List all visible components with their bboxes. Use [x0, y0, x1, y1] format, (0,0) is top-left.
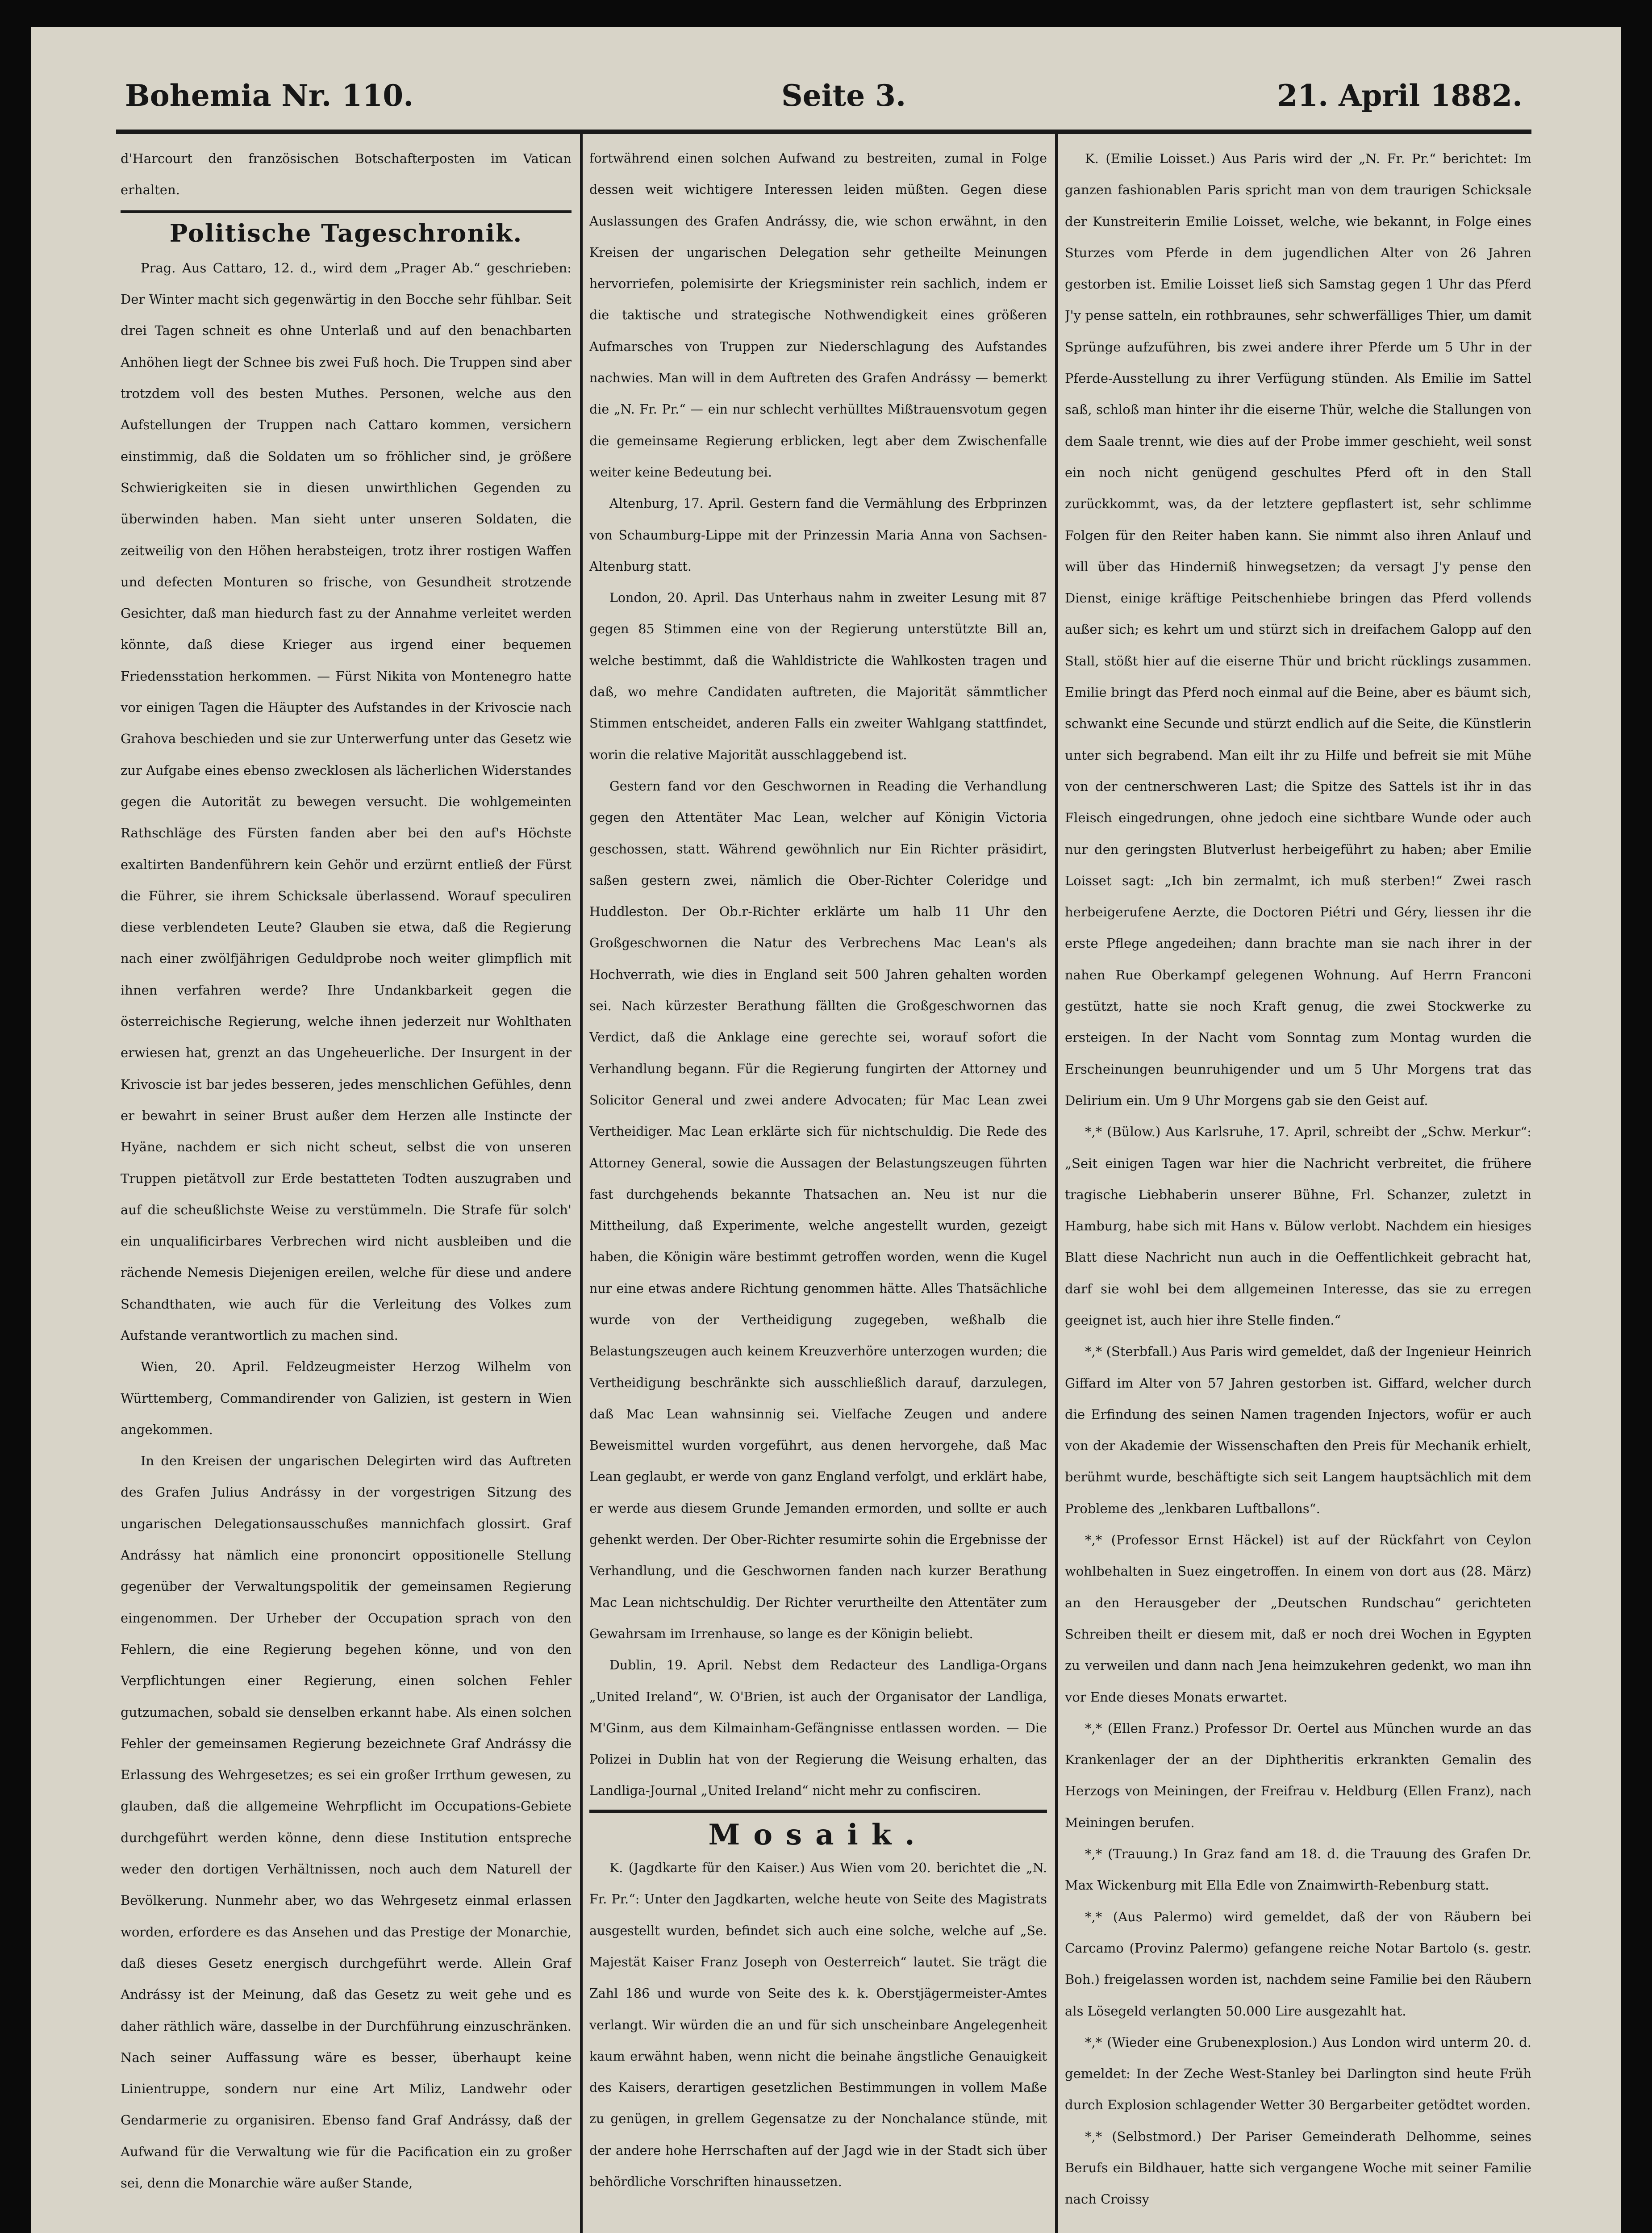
masthead-page: Seite 3. — [781, 78, 906, 113]
article-buelow: *,* (Bülow.) Aus Karlsruhe, 17. April, schreibt der „Schw. Merkur“: „Seit einigen Tagen war hier die Nachricht verbreitet, die frühere tragische Liebhaberin unserer Bühne, Frl. Schanzer, zuletzt in Hamburg, habe sich mit Hans v. Bülow verlobt. Nachdem ein hiesiges Blatt diese Nachricht nun auch in die Oeffentlichkeit gebracht hat, darf sie wohl bei dem allgemeinen Interesse, das sie zu erregen geeignet ist, auch hier ihre Stelle finden.“ — [1065, 1124, 1531, 1328]
column-2 — [589, 143, 1047, 2233]
article-altenburg: Altenburg, 17. April. Gestern fand die Vermählung des Erbprinzen von Schaumburg-Lippe mit der Prinzessin Maria Anna von Sachsen-Altenburg statt. — [589, 496, 1047, 574]
article-wien: Wien, 20. April. Feldzeugmeister Herzog Wilhelm von Württemberg, Commandirender von Galizien, ist gestern in Wien angekommen. — [121, 1359, 572, 1437]
masthead-rule — [116, 130, 1531, 134]
article-haeckel: *,* (Professor Ernst Häckel) ist auf der Rückfahrt von Ceylon wohlbehalten in Suez eingetroffen. In einem von dort aus (28. März) an den Herausgeber der „Deutschen Rundschau“ gerichteten Schreiben theilt er diesem mit, daß er noch drei Wochen in Egypten zu verweilen und dann nach Jena heimzukehren gedenkt, wo man ihn vor Ende dieses Monats erwartet. — [1065, 1532, 1531, 1705]
newspaper-page — [31, 27, 1621, 2233]
section-rule — [121, 210, 572, 213]
article-continuation: d'Harcourt den französischen Botschafterposten im Vatican erhalten. — [121, 151, 572, 198]
masthead-date: 21. April 1882. — [1277, 78, 1523, 113]
article-palermo: *,* (Aus Palermo) wird gemeldet, daß der von Räubern bei Carcamo (Provinz Palermo) gefangene reiche Notar Bartolo (s. gestr. Boh.) freigelassen worden ist, nachdem seine Familie bei den Räubern als Lösegeld verlangten 50.000 Lire ausgezahlt hat. — [1065, 1909, 1531, 2019]
article-maclean: Gestern fand vor den Geschwornen in Reading die Verhandlung gegen den Attentäter Mac Lean, welcher auf Königin Victoria geschossen, statt. Während gewöhnlich nur Ein Richter präsidirt, saßen gestern zwei, nämlich die Ober-Richter Coleridge und Huddleston. Der Ob.r-Richter erklärte um halb 11 Uhr den Großgeschwornen die Natur des Verbrechens Mac Lean's als Hochverrath, wie dies in England seit 500 Jahren gehalten worden sei. Nach kürzester Berathung fällten die Großgeschwornen das Verdict, daß die Anklage eine gerechte sei, worauf sofort die Verhandlung begann. Für die Regierung fungirten der Attorney und Solicitor General und zwei andere Advocaten; für Mac Lean zwei Vertheidiger. Mac Lean erklärte sich für nichtschuldig. Die Rede des Attorney General, sowie die Aussagen der Belastungszeugen führten fast durchgehends bekannte Thatsachen an. Neu ist nur die Mittheilung, daß Experimente, welche angestellt wurden, gezeigt haben, die Königin wäre bestimmt getroffen worden, wenn die Kugel nur eine etwas andere Richtung genommen hätte. Alles Thatsächliche wurde von der Vertheidigung zugegeben, weßhalb die Belastungszeugen auch keinem Kreuzverhöre unterzogen wurden; die Vertheidigung beschränkte sich ausschließlich darauf, darzulegen, daß Mac Lean wahnsinnig sei. Vielfache Zeugen und andere Beweismittel wurden vorgeführt, aus denen hervorgehe, daß Mac Lean geglaubt, er werde von ganz England verfolgt, und erklärt habe, er werde aus diesem Grunde Jemanden ermorden, und sollte er auch gehenkt werden. Der Ober-Richter resumirte sohin die Ergebnisse der Verhandlung, und die Geschwornen fanden nach kurzer Berathung Mac Lean nichtschuldig. Der Richter verurtheilte den Attentäter zum Gewahrsam im Irrenhause, so lange es der Königin beliebt. — [589, 778, 1047, 1641]
article-grubenexplosion: *,* (Wieder eine Grubenexplosion.) Aus London wird unterm 20. d. gemeldet: In der Zeche West-Stanley bei Darlington sind heute Früh durch Explosion schlagender Wetter 30 Bergarbeiter getödtet worden. — [1065, 2034, 1531, 2113]
column-divider-1 — [580, 134, 583, 2233]
masthead-issue: Bohemia Nr. 110. — [125, 78, 414, 113]
section-heading-mosaik: Mosaik. — [708, 1818, 928, 1852]
article-jagdkarte: K. (Jagdkarte für den Kaiser.) Aus Wien vom 20. berichtet die „N. Fr. Pr.“: Unter den Jagdkarten, welche heute von Seite des Magistrats ausgestellt wurden, befindet sich auch eine solche, welche auf „Se. Majestät Kaiser Franz Joseph von Oesterreich“ lautet. Sie trägt die Zahl 186 und wurde von Seite des k. k. Oberstjägermeister-Amtes verlangt. Wir würden die an und für sich unscheinbare Angelegenheit kaum erwähnt haben, wenn nicht die beinahe ängstliche Genauigkeit des Kaisers, derartigen gesetzlichen Bestimmungen in vollem Maße zu genügen, in grellem Gegensatze zu der Nonchalance stünde, mit der andere hohe Herrschaften auf der Jagd wie in der Stadt sich über behördliche Vorschriften hinaussetzen. — [589, 1861, 1047, 2189]
article-selbstmord: *,* (Selbstmord.) Der Pariser Gemeinderath Delhomme, seines Berufs ein Bildhauer, hatte sich vergangene Woche mit seiner Familie nach Croissy — [1065, 2128, 1531, 2207]
section-heading-tageschronik: Politische Tageschronik. — [169, 218, 523, 247]
article-sterbfall: *,* (Sterbfall.) Aus Paris wird gemeldet, daß der Ingenieur Heinrich Giffard im Alter von 57 Jahren gestorben ist. Giffard, welcher durch die Erfindung des seinen Namen tragenden Injectors, wofür er auch von der Akademie der Wissenschaften den Preis für Mechanik erhielt, berühmt wurde, beschäftigte sich seit Langem hauptsächlich mit dem Probleme des „lenkbaren Luftballons“. — [1065, 1344, 1531, 1516]
column-3 — [1065, 143, 1531, 2233]
section-rule-mosaik — [589, 1810, 1047, 1813]
masthead — [125, 69, 1523, 127]
article-ellen-franz: *,* (Ellen Franz.) Professor Dr. Oertel aus München wurde an das Krankenlager der an der Diphtheritis erkrankten Gemalin des Herzogs von Meiningen, der Freifrau v. Heldburg (Ellen Franz), nach Meiningen berufen. — [1065, 1720, 1531, 1830]
article-prag: Prag. Aus Cattaro, 12. d., wird dem „Prager Ab.“ geschrieben: Der Winter macht sich gegenwärtig in den Bocche sehr fühlbar. Seit drei Tagen schneit es ohne Unterlaß und auf den benachbarten Anhöhen liegt der Schnee bis zwei Fuß hoch. Die Truppen sind aber trotzdem voll des besten Muthes. Personen, welche aus den Aufstellungen der Truppen nach Cattaro kommen, versichern einstimmig, daß die Soldaten um so fröhlicher sind, je größere Schwierigkeiten sie in diesen unwirthlichen Gegenden zu überwinden haben. Man sieht unter unseren Soldaten, die zeitweilig von den Höhen herabsteigen, trotz ihrer rostigen Waffen und defecten Monturen so frische, von Gesundheit strotzende Gesichter, daß man hiedurch fast zu der Annahme verleitet werden könnte, daß diese Krieger aus irgend einer bequemen Friedensstation herkommen. — Fürst Nikita von Montenegro hatte vor einigen Tagen die Häupter des Aufstandes in der Krivoscie nach Grahova beschieden und sie zur Unterwerfung unter das Gesetz wie zur Aufgabe eines ebenso zwecklosen als lächerlichen Widerstandes gegen die Autorität zu bewegen versucht. Die wohlgemeinten Rathschläge des Fürsten fanden aber bei den auf's Höchste exaltirten Bandenführern kein Gehör und erzürnt entließ der Fürst die Führer, sie ihrem Schicksale überlassend. Worauf speculiren diese verblendeten Leute? Glauben sie etwa, daß die Regierung nach einer zwölfjährigen Geduldprobe noch weiter glimpflich mit ihnen verfahren werde? Ihre Undankbarkeit gegen die österreichische Regierung, welche ihnen jederzeit nur Wohlthaten erwiesen hat, grenzt an das Ungeheuerliche. Der Insurgent in der Krivoscie ist bar jedes besseren, jedes menschlichen Gefühles, denn er bewahrt in seiner Brust außer dem Herzen alle Instincte der Hyäne, nachdem er sich nicht scheut, selbst die von unseren Truppen pietätvoll zur Erde bestatteten Todten auszugraben und auf die scheußlichste Weise zu verstümmeln. Die Strafe für solch' ein unqualificirbares Verbrechen wird nicht ausbleiben und die rächende Nemesis Diejenigen ereilen, welche für diese und andere Schandthaten, wie auch für die Verleitung des Volkes zum Aufstande verantwortlich zu machen sind. — [121, 260, 572, 1343]
article-trauung: *,* (Trauung.) In Graz fand am 18. d. die Trauung des Grafen Dr. Max Wickenburg mit Ella Edle von Znaimwirth-Rebenburg statt. — [1065, 1846, 1531, 1893]
column-1 — [121, 143, 572, 2233]
article-loisset: K. (Emilie Loisset.) Aus Paris wird der „N. Fr. Pr.“ berichtet: Im ganzen fashionablen Paris spricht man von dem traurigen Schicksale der Kunstreiterin Emilie Loisset, welche, wie bekannt, in Folge eines Sturzes vom Pferde in dem jugendlichen Alter von 26 Jahren gestorben ist. Emilie Loisset ließ sich Samstag gegen 1 Uhr das Pferd J'y pense satteln, ein rothbraunes, sehr schwerfälliges Thier, um damit Sprünge aufzuführen, bis zwei andere ihrer Pferde um 5 Uhr in der Pferde-Ausstellung zu ihrer Verfügung stünden. Als Emilie im Sattel saß, schloß man hinter ihr die eiserne Thür, welche die Stallungen von dem Saale trennt, wie dies auf der Probe immer geschieht, weil sonst ein noch nicht genügend geschultes Pferd oft in den Stall zurückkommt, was, da der letztere gepflastert ist, sehr schlimme Folgen für den Reiter haben kann. Sie nimmt also ihren Anlauf und will über das Hinderniß hinwegsetzen; da versagt J'y pense den Dienst, einige kräftige Peitschenhiebe bringen das Pferd vollends außer sich; es kehrt um und stürzt sich in dreifachem Galopp auf den Stall, stößt hier auf die eiserne Thür und bricht rücklings zusammen. Emilie bringt das Pferd noch einmal auf die Beine, aber es bäumt sich, schwankt eine Secunde und stürzt endlich auf die Seite, die Künstlerin unter sich begrabend. Man eilt ihr zu Hilfe und befreit sie mit Mühe von der centnerschweren Last; die Spitze des Sattels ist ihr in das Fleisch eingedrungen, ohne jedoch eine sichtbare Wunde oder auch nur den geringsten Blutverlust herbeigeführt zu haben; aber Emilie Loisset sagt: „Ich bin zermalmt, ich muß sterben!“ Zwei rasch herbeigerufene Aerzte, die Doctoren Piétri und Géry, liessen ihr die erste Pflege angedeihen; dann brachte man sie nach ihrer in der nahen Rue Oberkampf gelegenen Wohnung. Auf Herrn Franconi gestützt, hatte sie noch Kraft genug, die zwei Stockwerke zu ersteigen. In der Nacht vom Sonntag zum Montag wurden die Erscheinungen beunruhigender und um 5 Uhr Morgens trat das Delirium ein. Um 9 Uhr Morgens gab sie den Geist auf. — [1065, 151, 1531, 1108]
article-andrassy: In den Kreisen der ungarischen Delegirten wird das Auftreten des Grafen Julius Andrássy in der vorgestrigen Sitzung des ungarischen Delegationsausschußes mannichfach glossirt. Graf Andrássy hat nämlich eine prononcirt oppositionelle Stellung gegenüber der Verwaltungspolitik der gemeinsamen Regierung eingenommen. Der Urheber der Occupation sprach von den Fehlern, die eine Regierung begehen könne, und von den Verpflichtungen einer Regierung, einen solchen Fehler gutzumachen, sobald sie denselben erkannt habe. Als einen solchen Fehler der gemeinsamen Regierung bezeichnete Graf Andrássy die Erlassung des Wehrgesetzes; es sei ein großer Irrthum gewesen, zu glauben, daß die allgemeine Wehrpflicht im Occupations-Gebiete durchgeführt werden könne, denn diese Institution entspreche weder den dortigen Verhältnissen, noch auch dem Naturell der Bevölkerung. Nunmehr aber, wo das Wehrgesetz einmal erlassen worden, erfordere es das Ansehen und das Prestige der Monarchie, daß dieses Gesetz energisch durchgeführt werde. Allein Graf Andrássy ist der Meinung, daß das Gesetz zu weit gehe und es daher räthlich wäre, dasselbe in der Durchführung einzuschränken. Nach seiner Auffassung wäre es besser, überhaupt keine Linientruppe, sondern nur eine Art Miliz, Landwehr oder Gendarmerie zu organisiren. Ebenso fand Graf Andrássy, daß der Aufwand für die Verwaltung wie für die Pacification ein zu großer sei, denn die Monarchie wäre außer Stande, — [121, 1453, 572, 2191]
article-london: London, 20. April. Das Unterhaus nahm in zweiter Lesung mit 87 gegen 85 Stimmen eine von der Regierung unterstützte Bill an, welche bestimmt, daß die Wahldistricte die Wahlkosten tragen und daß, wo mehre Candidaten auftreten, die Majorität sämmtlicher Stimmen entscheidet, anderen Falls ein zweiter Wahlgang stattfindet, worin die relative Majorität ausschlaggebend ist. — [589, 590, 1047, 762]
article-dublin: Dublin, 19. April. Nebst dem Redacteur des Landliga-Organs „United Ireland“, W. O'Brien, ist auch der Organisator der Landliga, M'Ginm, aus dem Kilmainham-Gefängnisse entlassen worden. — Die Polizei in Dublin hat von der Regierung die Weisung erhalten, das Landliga-Journal „United Ireland“ nicht mehr zu confisciren. — [589, 1658, 1047, 1798]
article-andrassy-continued: fortwährend einen solchen Aufwand zu bestreiten, zumal in Folge dessen weit wichtigere Interessen leiden müßten. Gegen diese Auslassungen des Grafen Andrássy, die, wie schon erwähnt, in den Kreisen der ungarischen Delegation sehr getheilte Meinungen hervorriefen, polemisirte der Kriegsminister rein sachlich, indem er die taktische und strategische Nothwendigkeit eines größeren Aufmarsches von Truppen zur Niederschlagung des Aufstandes nachwies. Man will in dem Auftreten des Grafen Andrássy — bemerkt die „N. Fr. Pr.“ — ein nur schlecht verhülltes Mißtrauensvotum gegen die gemeinsame Regierung erblicken, legt aber dem Zwischenfalle weiter keine Bedeutung bei. — [589, 151, 1047, 480]
column-divider-2 — [1055, 134, 1058, 2233]
